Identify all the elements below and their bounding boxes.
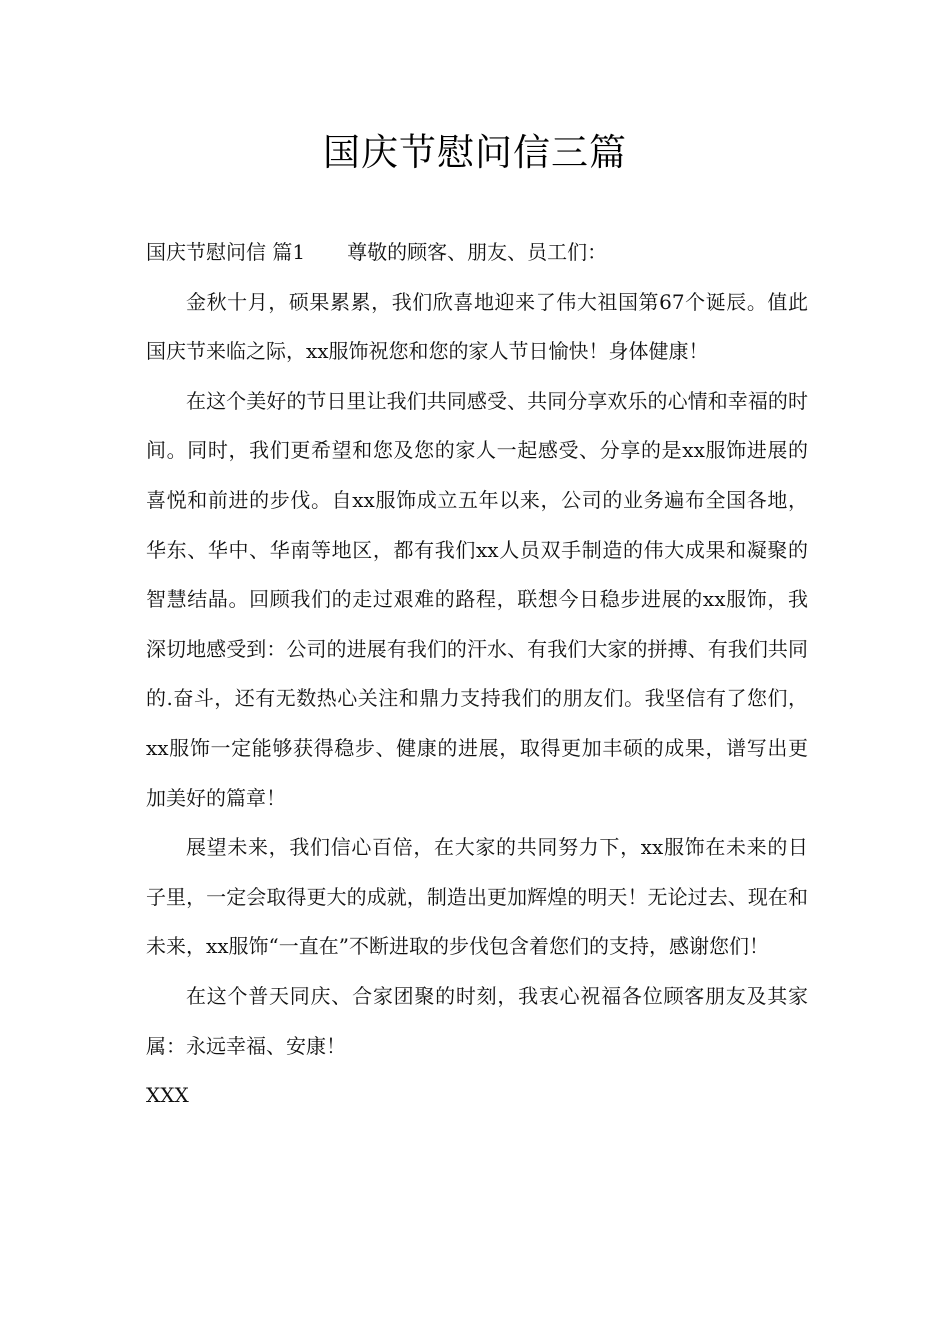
section-label: 国庆节慰问信 篇1 [146, 240, 306, 264]
paragraph-1: 金秋十月，硕果累累，我们欣喜地迎来了伟大祖国第67个诞辰。值此国庆节来临之际，xx服饰祝您和您的家人节日愉快！身体健康！ [146, 289, 808, 364]
paragraph-4: 在这个普天同庆、合家团聚的时刻，我衷心祝福各位顾客朋友及其家属：永远幸福、安康！ [146, 983, 808, 1058]
paragraph-2: 在这个美好的节日里让我们共同感受、共同分享欢乐的心情和幸福的时间。同时，我们更希望和您及您的家人一起感受、分享的是xx服饰进展的喜悦和前进的步伐。自xx服饰成立五年以来，公司的业务遍布全国各地，华东、华中、华南等地区，都有我们xx人员双手制造的伟大成果和凝聚的智慧结晶。回顾我们的走过艰难的路程，联想今日稳步进展的xx服饰，我深切地感受到：公司的进展有我们的汗水、有我们大家的拼搏、有我们共同的.奋斗，还有无数热心关注和鼎力支持我们的朋友们。我坚信有了您们，xx服饰一定能够获得稳步、健康的进展，取得更加丰硕的成果，谱写出更加美好的篇章！ [146, 388, 808, 810]
signature: XXX [146, 1083, 189, 1108]
document-title: 国庆节慰问信三篇 [323, 131, 627, 174]
document-body [146, 228, 808, 1121]
paragraph-3: 展望未来，我们信心百倍，在大家的共同努力下，xx服饰在未来的日子里，一定会取得更大的成就，制造出更加辉煌的明天！无论过去、现在和未来，xx服饰“一直在”不断进取的步伐包含着您们的支持，感谢您们！ [146, 835, 808, 959]
salutation: 尊敬的顾客、朋友、员工们： [347, 240, 608, 264]
section-heading-line [146, 228, 808, 278]
